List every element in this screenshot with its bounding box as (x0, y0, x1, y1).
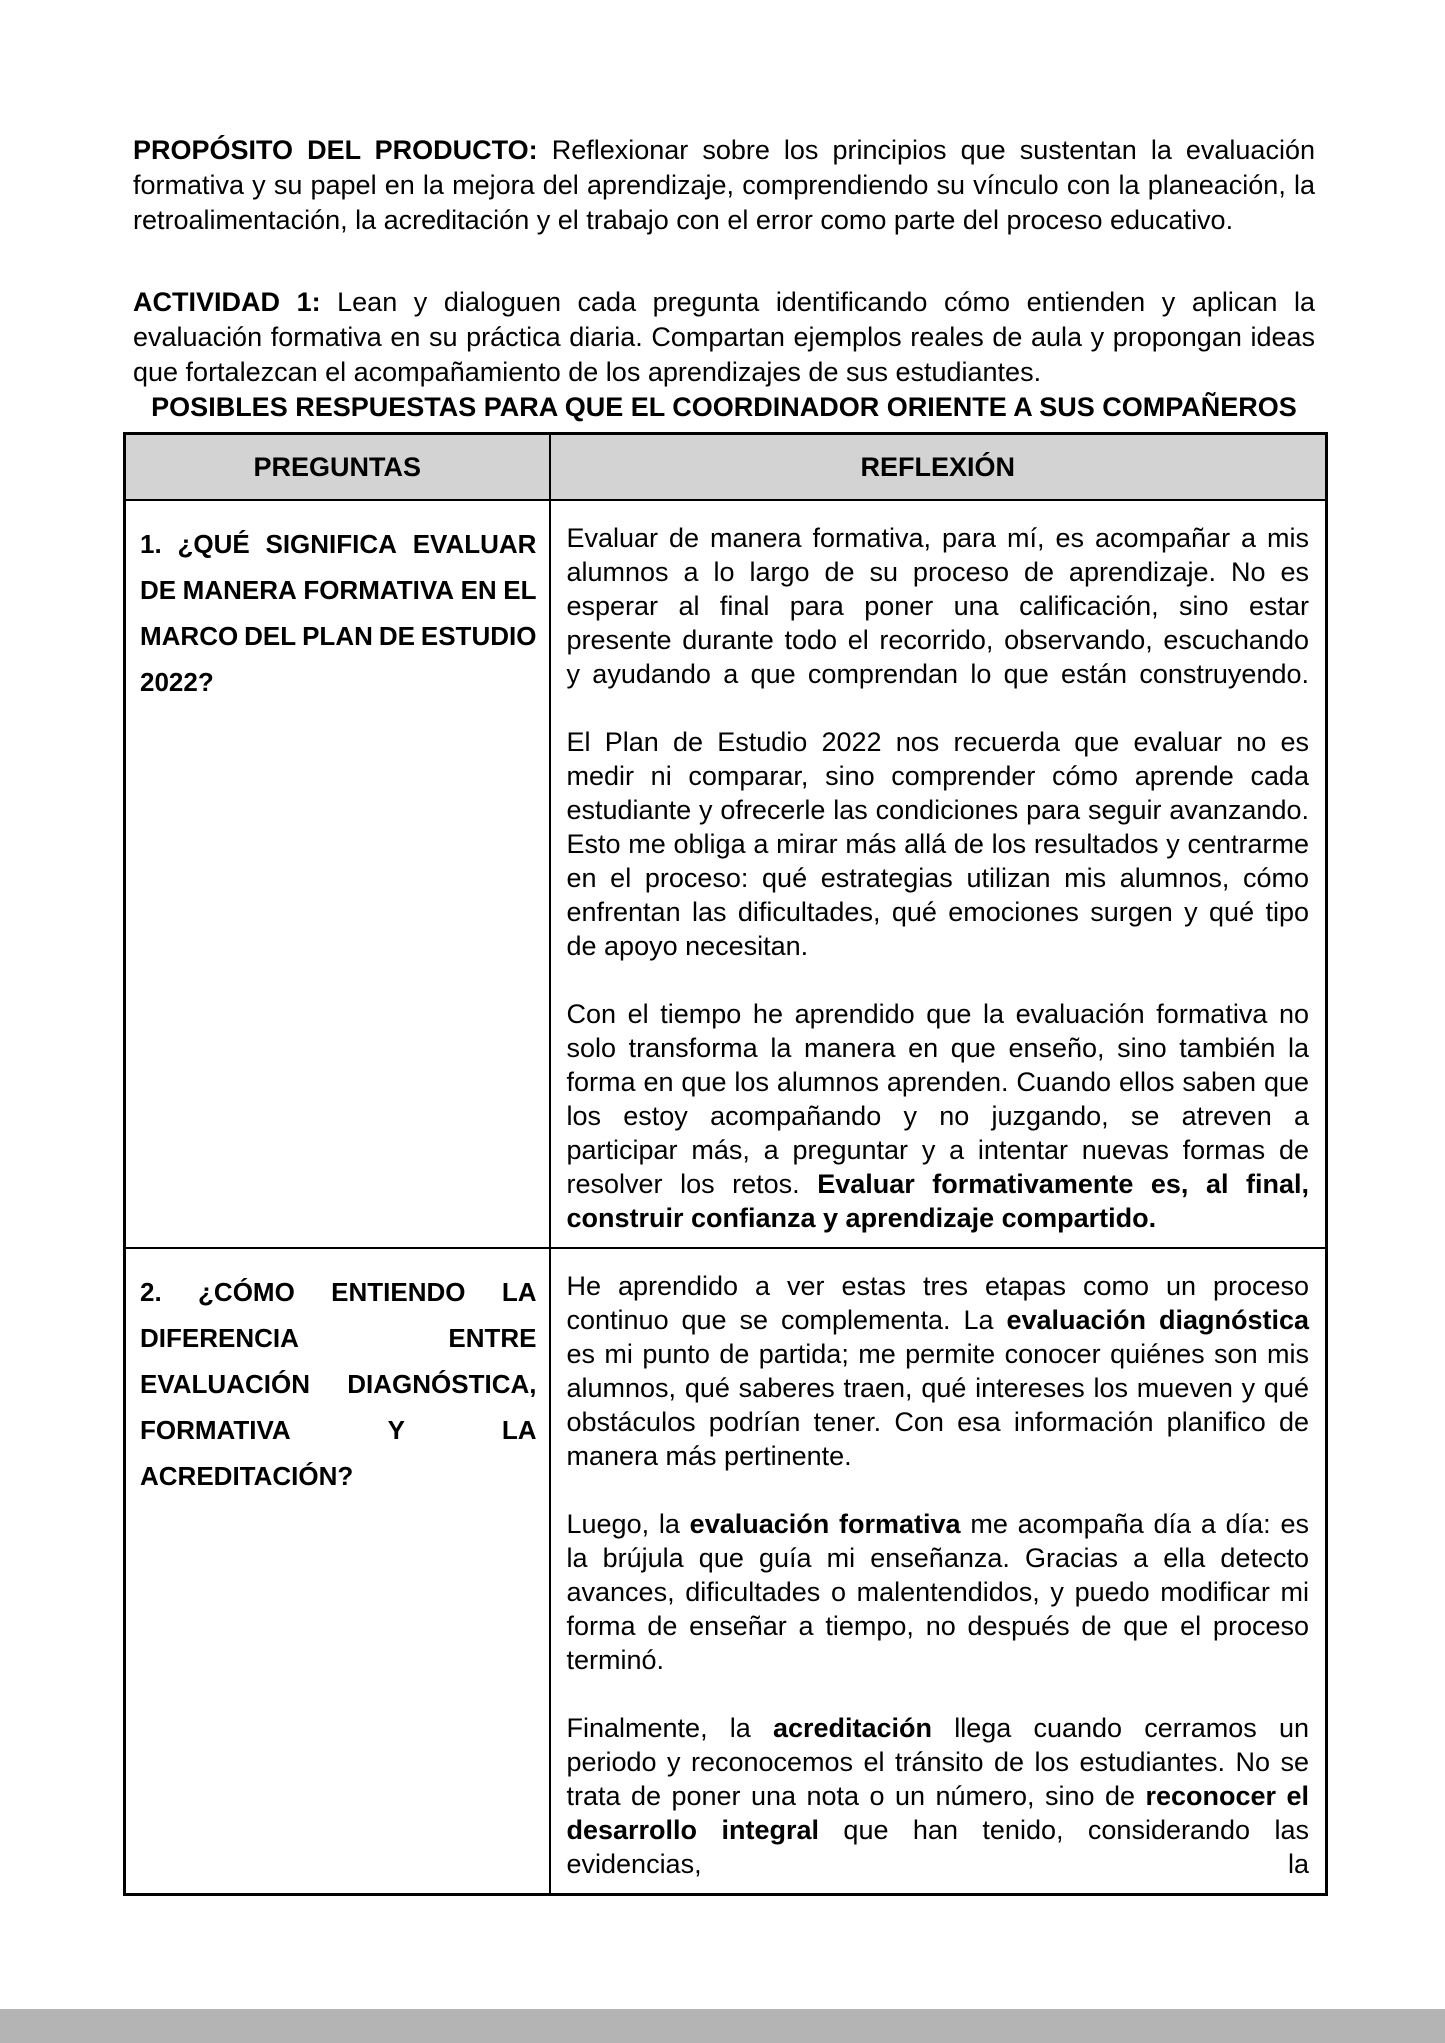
answer-paragraph: Finalmente, la acreditación llega cuando cerramos un periodo y reconocemos el tránsito de los estudiantes. No se trata de poner una nota o un número, sino de reconocer el desarrollo integral que han tenido, considerando las evidencias, la (566, 1713, 1310, 1879)
header-cell-reflexion: REFLEXIÓN (550, 434, 1327, 501)
actividad-text: Lean y dialoguen cada pregunta identificando cómo entienden y aplican la evaluación formativa en su práctica diaria. Compartan ejemplos reales de aula y propongan ideas que fortalezcan el acompañamiento de los aprendizajes de sus estudiantes. (133, 287, 1315, 387)
question-line: EVALUACIÓN DIAGNÓSTICA, (140, 1369, 537, 1399)
question-line: 2022? (140, 667, 214, 697)
actividad-paragraph (133, 285, 1315, 390)
reflection-cell (550, 1248, 1327, 1895)
question-line: ACREDITACIÓN? (140, 1461, 354, 1491)
answer-paragraph: Con el tiempo he aprendido que la evaluación formativa no solo transforma la manera en que enseño, sino también la forma en que los alumnos aprenden. Cuando ellos saben que los estoy acompañando y no juzgando, se atreven a participar más, a preguntar y a intentar nuevas formas de resolver los retos. Evaluar formativamente es, al final, construir confianza y aprendizaje compartido. (566, 999, 1310, 1233)
proposito-label: PROPÓSITO DEL PRODUCTO: (133, 135, 538, 165)
question-line: 2. ¿CÓMO ENTIENDO LA (140, 1277, 537, 1307)
question-line: FORMATIVA Y LA (140, 1415, 537, 1445)
reflection-cell (550, 500, 1327, 1248)
question-line: MARCO DEL PLAN DE ESTUDIO (140, 621, 537, 651)
question-line: DIFERENCIA ENTRE (140, 1323, 537, 1353)
actividad-label: ACTIVIDAD 1: (133, 287, 321, 317)
table-title: POSIBLES RESPUESTAS PARA QUE EL COORDINADOR ORIENTE A SUS COMPAÑEROS (151, 392, 1297, 422)
answer-paragraph: El Plan de Estudio 2022 nos recuerda que evaluar no es medir ni comparar, sino comprender cómo aprende cada estudiante y ofrecerle las condiciones para seguir avanzando. Esto me obliga a mirar más allá de los resultados y centrarme en el proceso: qué estrategias utilizan mis alumnos, cómo enfrentan las dificultades, qué emociones surgen y qué tipo de apoyo necesitan. (566, 727, 1309, 961)
question-cell (125, 500, 550, 1248)
header-cell-preguntas: PREGUNTAS (125, 434, 550, 501)
answer-paragraph: Luego, la evaluación formativa me acompaña día a día: es la brújula que guía mi enseñanza. Gracias a ella detecto avances, dificultades o malentendidos, y puedo modificar mi forma de enseñar a tiempo, no después de que el proceso terminó. (566, 1509, 1309, 1675)
question-cell (125, 1248, 550, 1895)
document-content (133, 133, 1315, 1896)
answer-paragraph: He aprendido a ver estas tres etapas como un proceso continuo que se complementa. La evaluación diagnóstica es mi punto de partida; me permite conocer quiénes son mis alumnos, qué saberes traen, qué intereses los mueven y qué obstáculos podrían tener. Con esa información planifico de manera más pertinente. (566, 1271, 1310, 1471)
question-line: 1. ¿QUÉ SIGNIFICA EVALUAR (140, 529, 537, 559)
answer-paragraph: Evaluar de manera formativa, para mí, es acompañar a mis alumnos a lo largo de su proceso de aprendizaje. No es esperar al final para poner una calificación, sino estar presente durante todo el recorrido, observando, escuchando y ayudando a que comprendan lo que están construyendo. (566, 523, 1309, 689)
answers-table (123, 432, 1328, 1896)
question-line: DE MANERA FORMATIVA EN EL (140, 575, 537, 605)
proposito-text: Reflexionar sobre los principios que sustentan la evaluación formativa y su papel en la mejora del aprendizaje, comprendiendo su vínculo con la planeación, la retroalimentación, la acreditación y el trabajo con el error como parte del proceso educativo. (133, 135, 1315, 235)
table-body (125, 500, 1327, 1895)
page-separator (0, 2009, 1445, 2043)
table-row (125, 1248, 1327, 1895)
proposito-paragraph (133, 133, 1315, 238)
table-header-row (125, 434, 1327, 501)
table-row (125, 500, 1327, 1248)
